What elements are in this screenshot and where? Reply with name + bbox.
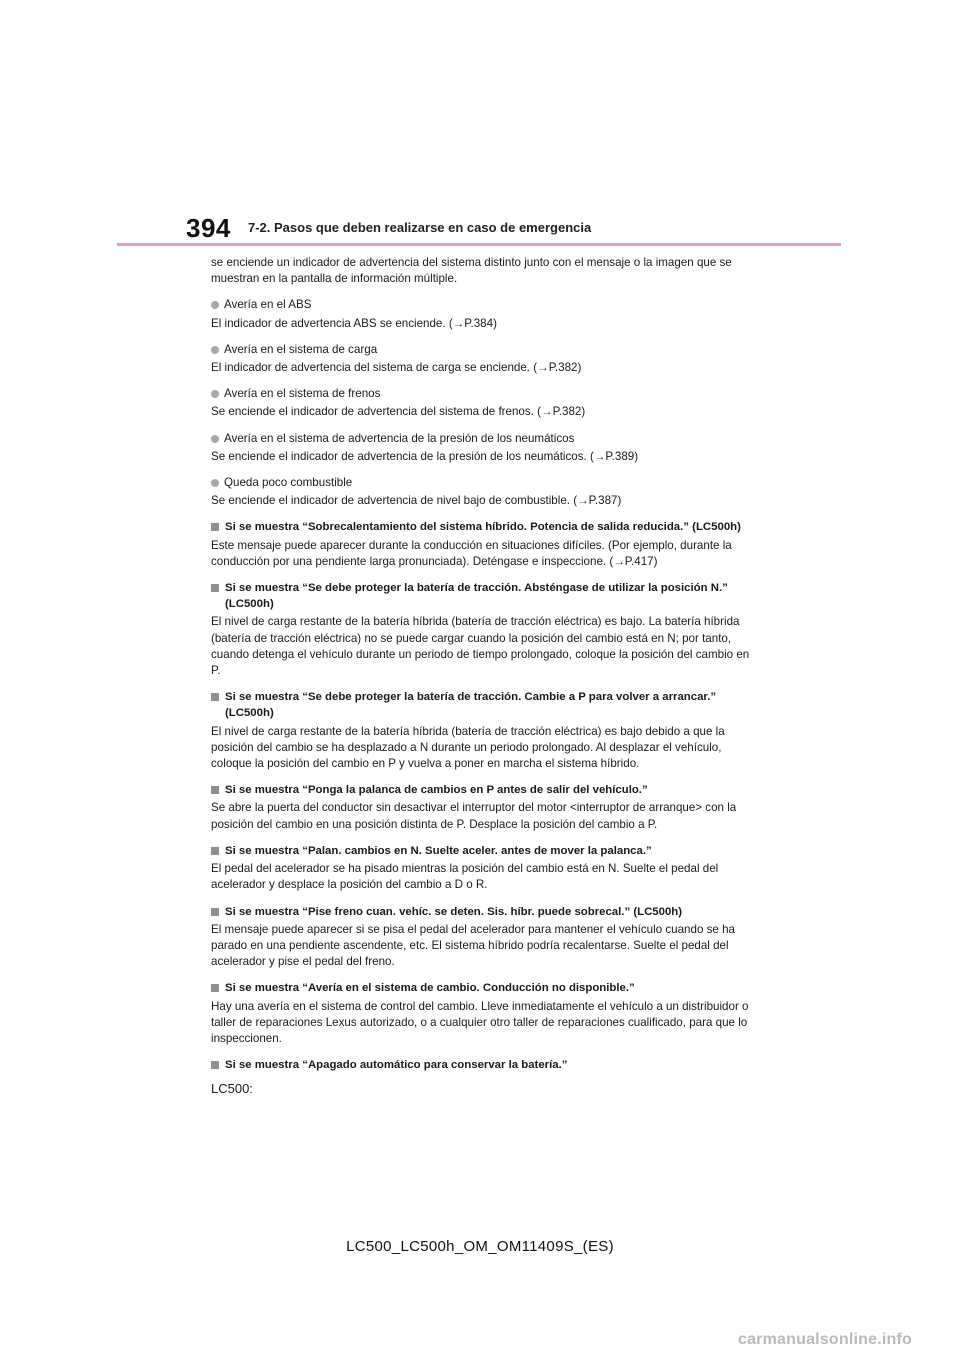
section-title: 7-2. Pasos que deben realizarse en caso de emergencia <box>248 220 592 235</box>
bullet-item <box>211 386 751 420</box>
message-section-text: El nivel de carga restante de la batería híbrida (batería de tracción eléctrica) es bajo debido a que la posición del cambio se ha desplazado a N durante un periodo prolongado. Al desplazar el vehículo, coloque la posición del cambio en P y vuelva a poner en marcha el sistema híbrido. <box>211 724 725 771</box>
message-section-text: El nivel de carga restante de la batería híbrida (batería de tracción eléctrica) es bajo. La batería híbrida (batería de tracción eléctrica) no se puede cargar cuando la posición del cambio está en N; por tanto, cuando detenga el vehículo durante un periodo de tiempo prolongado, coloque la posición del cambio en P. <box>211 615 750 678</box>
bullet-title: Avería en el sistema de carga <box>224 342 378 356</box>
bullet-title: Queda poco combustible <box>224 476 353 490</box>
model-label: LC500: <box>211 1081 253 1097</box>
square-bullet-icon <box>211 523 219 531</box>
message-section-title: Si se muestra “Palan. cambios en N. Suelte aceler. antes de mover la palanca.” <box>225 844 652 857</box>
header-divider <box>117 243 841 246</box>
intro-paragraph: se enciende un indicador de advertencia del sistema distinto junto con el mensaje o la imagen que se muestran en la pantalla de información múltiple. <box>211 256 732 286</box>
bullet-dot-icon <box>211 346 219 354</box>
bullet-title: Avería en el sistema de advertencia de la presión de los neumáticos <box>224 431 575 445</box>
square-bullet-icon <box>211 908 219 916</box>
watermark: carmanualsonline.info <box>737 1331 912 1348</box>
bullet-dot-icon <box>211 390 219 398</box>
bullet-title: Avería en el sistema de frenos <box>224 387 381 401</box>
message-section-text: Se abre la puerta del conductor sin desactivar el interruptor del motor <interruptor de arranque> con la posición del cambio en una posición distinta de P. Desplace la posición del cambio a P. <box>211 801 737 831</box>
square-bullet-icon <box>211 984 219 992</box>
bullet-dot-icon <box>211 479 219 487</box>
message-section-text: El pedal del acelerador se ha pisado mientras la posición del cambio está en N. Suelte el pedal del acelerador y desplace la posición del cambio a D o R. <box>211 862 719 892</box>
bullet-item <box>211 297 751 331</box>
bullet-item <box>211 342 751 376</box>
bullet-item <box>211 431 751 465</box>
message-section-text: Este mensaje puede aparecer durante la conducción en situaciones difíciles. (Por ejemplo, durante la conducción por una pendiente larga pronunciada). Deténgase e inspeccione. (→P.417) <box>211 538 732 568</box>
footer-doc-code: LC500_LC500h_OM_OM11409S_(ES) <box>346 1238 614 1255</box>
bullet-text: Se enciende el indicador de advertencia de nivel bajo de combustible. (→P.387) <box>211 494 622 508</box>
square-bullet-icon <box>211 1061 219 1069</box>
bullet-dot-icon <box>211 301 219 309</box>
bullet-text: El indicador de advertencia ABS se enciende. (→P.384) <box>211 316 497 330</box>
message-section-text: Hay una avería en el sistema de control del cambio. Lleve inmediatamente el vehículo a un distribuidor o taller de reparaciones Lexus autorizado, o a cualquier otro taller de reparaciones cualificado, para que lo inspeccionen. <box>211 999 749 1045</box>
message-section <box>211 980 751 1047</box>
square-bullet-icon <box>211 786 219 794</box>
bullet-dot-icon <box>211 435 219 443</box>
message-section <box>211 843 751 894</box>
bullet-text: Se enciende el indicador de advertencia del sistema de frenos. (→P.382) <box>211 405 586 419</box>
message-section <box>211 782 751 833</box>
page-content <box>211 255 751 1098</box>
message-section-title: Si se muestra “Sobrecalentamiento del sistema híbrido. Potencia de salida reducida.” (LC500h) <box>225 521 741 534</box>
message-section-title: Si se muestra “Se debe proteger la batería de tracción. Absténgase de utilizar la posición N.” (LC500h) <box>225 582 728 611</box>
message-section-title: Si se muestra “Avería en el sistema de cambio. Conducción no disponible.” <box>225 982 635 995</box>
message-section <box>211 689 751 772</box>
message-section-title: Si se muestra “Se debe proteger la batería de tracción. Cambie a P para volver a arrancar.” (LC500h) <box>225 691 717 720</box>
message-section <box>211 519 751 570</box>
message-section-title: Si se muestra “Pise freno cuan. vehíc. se deten. Sis. híbr. puede sobrecal.” (LC500h) <box>225 905 683 918</box>
message-section <box>211 904 751 971</box>
square-bullet-icon <box>211 693 219 701</box>
bullet-text: El indicador de advertencia del sistema de carga se enciende. (→P.382) <box>211 361 582 375</box>
bullet-item <box>211 475 751 509</box>
message-section <box>211 1057 751 1073</box>
bullet-text: Se enciende el indicador de advertencia de la presión de los neumáticos. (→P.389) <box>211 449 639 463</box>
message-section-title: Si se muestra “Apagado automático para conservar la batería.” <box>225 1059 568 1072</box>
square-bullet-icon <box>211 584 219 592</box>
message-section-text: El mensaje puede aparecer si se pisa el pedal del acelerador para mantener el vehículo cuando se ha parado en una pendiente ascendente, etc. El sistema híbrido podría recalentarse. Suelte el pedal del acelerador y pise el pedal del freno. <box>211 922 735 969</box>
message-section <box>211 580 751 679</box>
bullet-title: Avería en el ABS <box>224 298 312 312</box>
page-number: 394 <box>186 213 231 243</box>
square-bullet-icon <box>211 847 219 855</box>
message-section-title: Si se muestra “Ponga la palanca de cambios en P antes de salir del vehículo.” <box>225 784 648 797</box>
